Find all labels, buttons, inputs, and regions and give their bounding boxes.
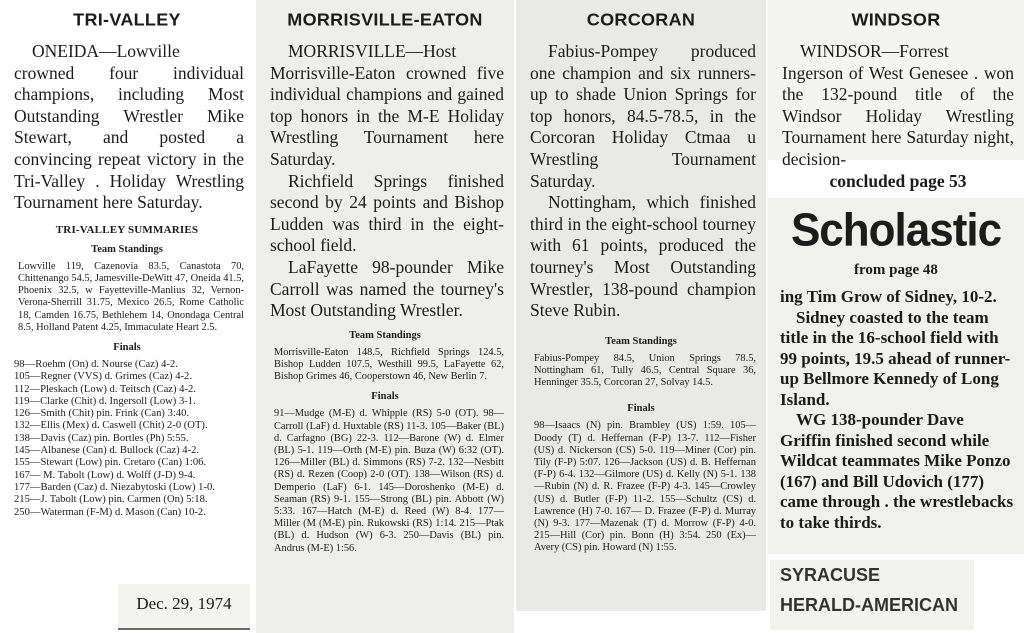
morrisville-heading: MORRISVILLE-EATON bbox=[287, 10, 483, 30]
scholastic-body bbox=[768, 287, 1024, 533]
tri-valley-lead-text: ONEIDA—Lowville crowned four individual champions, including Most Outstanding Wrestler Mike Stewart, and posted a convincing repeat victory in the Tri-Valley . Holiday Wrestling Tournament here Saturday. bbox=[14, 41, 244, 213]
corcoran-finals-title: Finals bbox=[627, 403, 655, 415]
corcoran-clipping bbox=[516, 0, 766, 611]
scholastic-from-page: from page 48 bbox=[854, 262, 938, 278]
corcoran-standings-title: Team Standings bbox=[605, 335, 677, 347]
morrisville-paragraph: Richfield Springs finished second by 24 points and Bishop Ludden was third in the eight-school field. bbox=[270, 170, 504, 256]
result-line: 138—Davis (Caz) pin. Bortles (Ph) 5:55. bbox=[14, 432, 189, 444]
tri-valley-heading: TRI-VALLEY bbox=[73, 10, 181, 30]
publication-line-2: HERALD-AMERICAN bbox=[780, 595, 958, 615]
result-line: 215—J. Tabolt (Low) pin. Carmen (On) 5:18. bbox=[14, 494, 208, 506]
tri-valley-lead bbox=[0, 41, 254, 214]
corcoran-body bbox=[516, 41, 766, 322]
tri-valley-standings-title: Team Standings bbox=[91, 243, 163, 255]
windsor-continued: concluded page 53 bbox=[829, 170, 967, 191]
morrisville-body bbox=[256, 41, 514, 322]
publication-line-1: SYRACUSE bbox=[780, 565, 881, 585]
date-stamp: Dec. 29, 1974 bbox=[118, 584, 250, 630]
morrisville-standings-title: Team Standings bbox=[349, 329, 421, 341]
morrisville-paragraph: MORRISVILLE—Host Morrisville-Eaton crowned five individual champions and gained top honors in the M-E Holiday Wrestling Tournament here Saturday. bbox=[270, 41, 504, 169]
tri-valley-standings: Lowville 119, Cazenovia 83.5, Canastota 70, Chittenango 54.5, Jamesville-DeWitt 47, Oneida 41.5, Phoenix 32.5, w Fayetteville-Manlius 32, Vernon-Verona-Sherrill 31.75, Mexico 26.5, Rome Catholic 18, Camden 16.75, Bethlehem 14, Onondaga Central 8.5, Holland Patent 4.25, Immaculate Heart 2.5. bbox=[18, 260, 244, 333]
morrisville-finals: 91—Mudge (M-E) d. Whipple (RS) 5-0 (OT). 98—Carroll (LaF) d. Huxtable (RS) 11-3. 105—Baker (BL) d. Carfagno (BG) 22-3. 112—Barone (W) d. Elmer (BL) 5-1. 119—Orth (M-E) pin. Buza (W) 6:32 (OT). 126—Miller (BL) d. Simmons (RS) 7-2. 132—Nesbitt (RS) d. Rezen (Coop) 2-0 (OT). 138—Wilson (RS) d. Demperio (LaF) 6-1. 145—Doroshenko (M-E) d. Seaman (RS) 9-1. 155—Strong (BL) pin. Abbott (W) 5:33. 167—Hatch (M-E) d. Reed (W) 8-4. 177—Miller (M (M-E) pin. Rukowski (RS) 1:14. 215—Ptak (BL) d. Hudson (W) 6-3. 250—Davis (BL) pin. Andrus (M-E) 1:56. bbox=[274, 408, 504, 554]
scholastic-paragraph: Sidney coasted to the team title in the 16-school field with 99 points, 19.5 ahead of runner-up Bellmore Kennedy of Long Island. bbox=[780, 307, 1011, 409]
windsor-lead: WINDSOR—Forrest Ingerson of West Genesee . won the 132-pound title of the Windsor Holiday Wrestling Tournament here Saturday night, decision- bbox=[782, 41, 1014, 169]
morrisville-standings: Morrisville-Eaton 148.5, Richfield Springs 124.5, Bishop Ludden 107.5, Westhill 99.5, LaFayette 62, Bishop Grimes 46, Cooperstown 46, New Berlin 7. bbox=[274, 346, 504, 383]
result-line: 98—Roehm (On) d. Nourse (Caz) 4-2. bbox=[14, 358, 178, 370]
result-line: 126—Smith (Chit) pin. Frink (Can) 3:40. bbox=[14, 408, 190, 420]
scholastic-first-line: ing Tim Grow of Sidney, 10-2. bbox=[780, 287, 997, 306]
result-line: 112—Pleskach (Low) d. Teitsch (Caz) 4-2. bbox=[14, 383, 196, 395]
tri-valley-finals-title: Finals bbox=[113, 341, 141, 353]
scholastic-heading: Scholastic bbox=[790, 204, 1002, 257]
result-line: 250—Waterman (F-M) d. Mason (Can) 10-2. bbox=[14, 506, 206, 518]
morrisville-finals-title: Finals bbox=[371, 391, 399, 403]
morrisville-eaton-clipping bbox=[256, 0, 514, 633]
result-line: 105—Regner (VVS) d. Grimes (Caz) 4-2. bbox=[14, 371, 192, 383]
scholastic-clipping bbox=[768, 198, 1024, 554]
tri-valley-clipping bbox=[0, 0, 254, 633]
corcoran-heading: CORCORAN bbox=[586, 10, 696, 30]
result-line: 167— M. Tabolt (Low) d. Wolff (J-D) 9-4. bbox=[14, 469, 196, 481]
scholastic-paragraph: WG 138-pounder Dave Griffin finished second while Wildcat teammates Mike Ponzo (167) and Bill Udovich (177) came through . the wrestlebacks to take thirds. bbox=[780, 410, 1014, 532]
tri-valley-summaries-title: TRI-VALLEY SUMMARIES bbox=[55, 223, 199, 236]
corcoran-paragraph: Nottingham, which finished third in the eight-school tourney with 61 points, produced the tourney's Most Outstanding Wrestler, 138-pound champion Steve Rubin. bbox=[530, 192, 756, 321]
result-line: 145—Albanese (Can) d. Bullock (Caz) 4-2. bbox=[14, 445, 200, 457]
corcoran-standings: Fabius-Pompey 84.5, Union Springs 78.5, Nottingham 61, Tully 46.5, Central Square 36, Henninger 35.5, Corcoran 27, Solvay 14.5. bbox=[534, 352, 756, 389]
publication-stamp bbox=[770, 560, 974, 630]
result-line: 155—Stewart (Low) pin. Cretaro (Can) 1:06. bbox=[14, 457, 207, 469]
windsor-clipping bbox=[768, 0, 1024, 191]
corcoran-paragraph: Fabius-Pompey produced one champion and six runners-up to shade Union Springs for top honors, 84.5-78.5, in the Corcoran Holiday Ctmaa u Wrestling Tournament Saturday. bbox=[530, 41, 756, 191]
result-line: 177—Barden (Caz) d. Niezabytoski (Low) 1-0. bbox=[14, 481, 215, 493]
tri-valley-finals bbox=[0, 359, 254, 519]
windsor-body bbox=[768, 41, 1024, 192]
result-line: 132—Ellis (Mex) d. Caswell (Chit) 2-0 (OT). bbox=[14, 420, 208, 432]
windsor-heading: WINDSOR bbox=[851, 10, 941, 30]
morrisville-paragraph: LaFayette 98-pounder Mike Carroll was named the tourney's Most Outstanding Wrestler. bbox=[270, 256, 504, 321]
corcoran-finals: 98—Isaacs (N) pin. Brambley (US) 1:59. 105—Doody (T) d. Heffernan (F-P) 13-7. 112—Fisher (US) d. Nickerson (CS) 5-0. 119—Miner (Cor) pin. Tily (F-P) 5:07. 126—Jackson (US) d. B. Heffernan (F-P) 6-4. 132—Gilmore (US) d. Kelly (N) 5-1. 138—Rubin (N) d. R. Frazee (F-P) 4-3. 145—Crowley (US) d. Butler (F-P) 11-2. 155—Schultz (CS) d. Lawrence (H) 7-0. 167— D. Frazee (F-P) d. Murray (N) 9-3. 177—Mazenak (T) d. Morrow (F-P) 4-0. 215—Hill (Cor) pin. Bonn (H) 3:54. 250 (Ex)—Avery (CS) pin. Howard (N) 1:55. bbox=[534, 420, 756, 554]
result-line: 119—Clarke (Chit) d. Ingersoll (Low) 3-1. bbox=[14, 395, 196, 407]
